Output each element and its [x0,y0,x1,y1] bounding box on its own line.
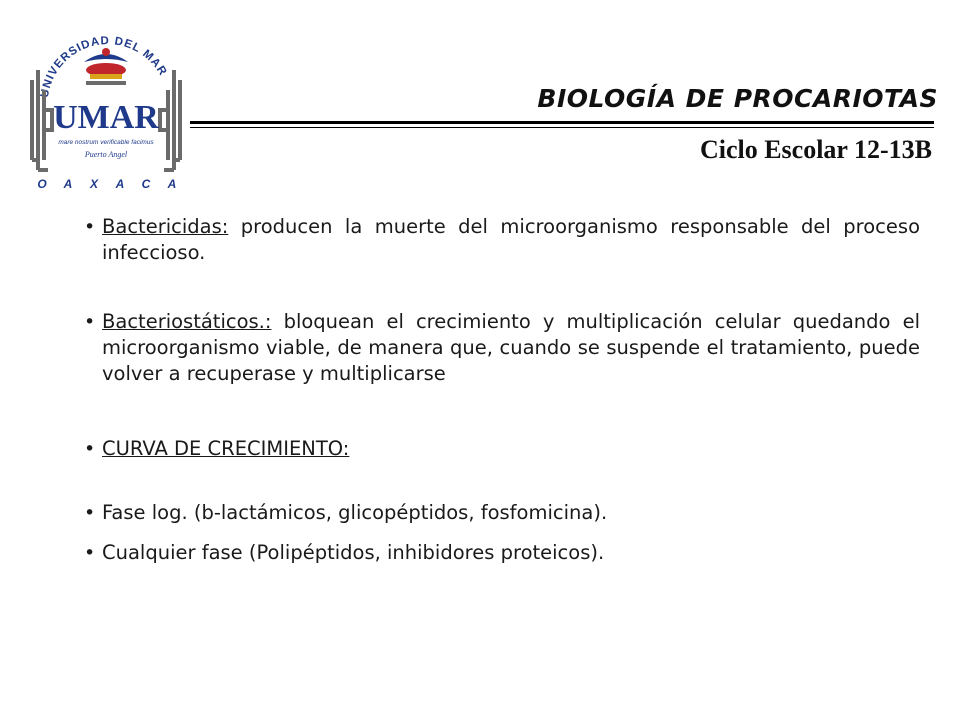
bullet-term: CURVA DE CRECIMIENTO: [102,437,350,460]
bullet-curva-crecimiento [80,436,920,462]
logo-letter: C [141,177,151,191]
course-title: BIOLOGÍA DE PROCARIOTAS [537,84,938,113]
bullet-text: bloquean el crecimiento y multiplicación celular quedando el microorganismo viable, de manera que, cuando se suspende el tratamiento, puede volver a recuperase y multiplicarse [102,310,920,385]
bullet-text: producen la muerte del microorganismo responsable del proceso infeccioso. [102,215,920,264]
logo-letter: X [89,177,99,191]
logo-motto: mare nostrum verificable facimus [58,139,154,146]
bullet-fase-log [80,500,920,526]
bullet-term: Bactericidas: [102,215,229,238]
bullet-bactericidas [80,214,920,266]
logo-letter: A [115,177,125,191]
bullet-cualquier-fase [80,540,920,566]
header-divider [190,121,934,124]
header-divider-thin [190,127,934,128]
logo-signature: Puerto Angel [84,150,128,159]
bullet-text: Cualquier fase (Polipéptidos, inhibidores proteicos). [102,541,605,564]
logo-letter: O [37,177,47,191]
bullet-text: Fase log. (b-lactámicos, glicopéptidos, fosfomicina). [102,501,608,524]
university-logo [26,10,186,194]
logo-letter: A [63,177,73,191]
bullet-bacteriostaticos [80,309,920,387]
logo-arc-text: UNIVERSIDAD DEL MAR [38,34,169,99]
logo-monogram: UMAR [53,99,159,136]
logo-letter: A [167,177,177,191]
bullet-list [80,214,920,566]
bullet-term: Bacteriostáticos.: [102,310,272,333]
school-cycle: Ciclo Escolar 12-13B [699,135,932,164]
